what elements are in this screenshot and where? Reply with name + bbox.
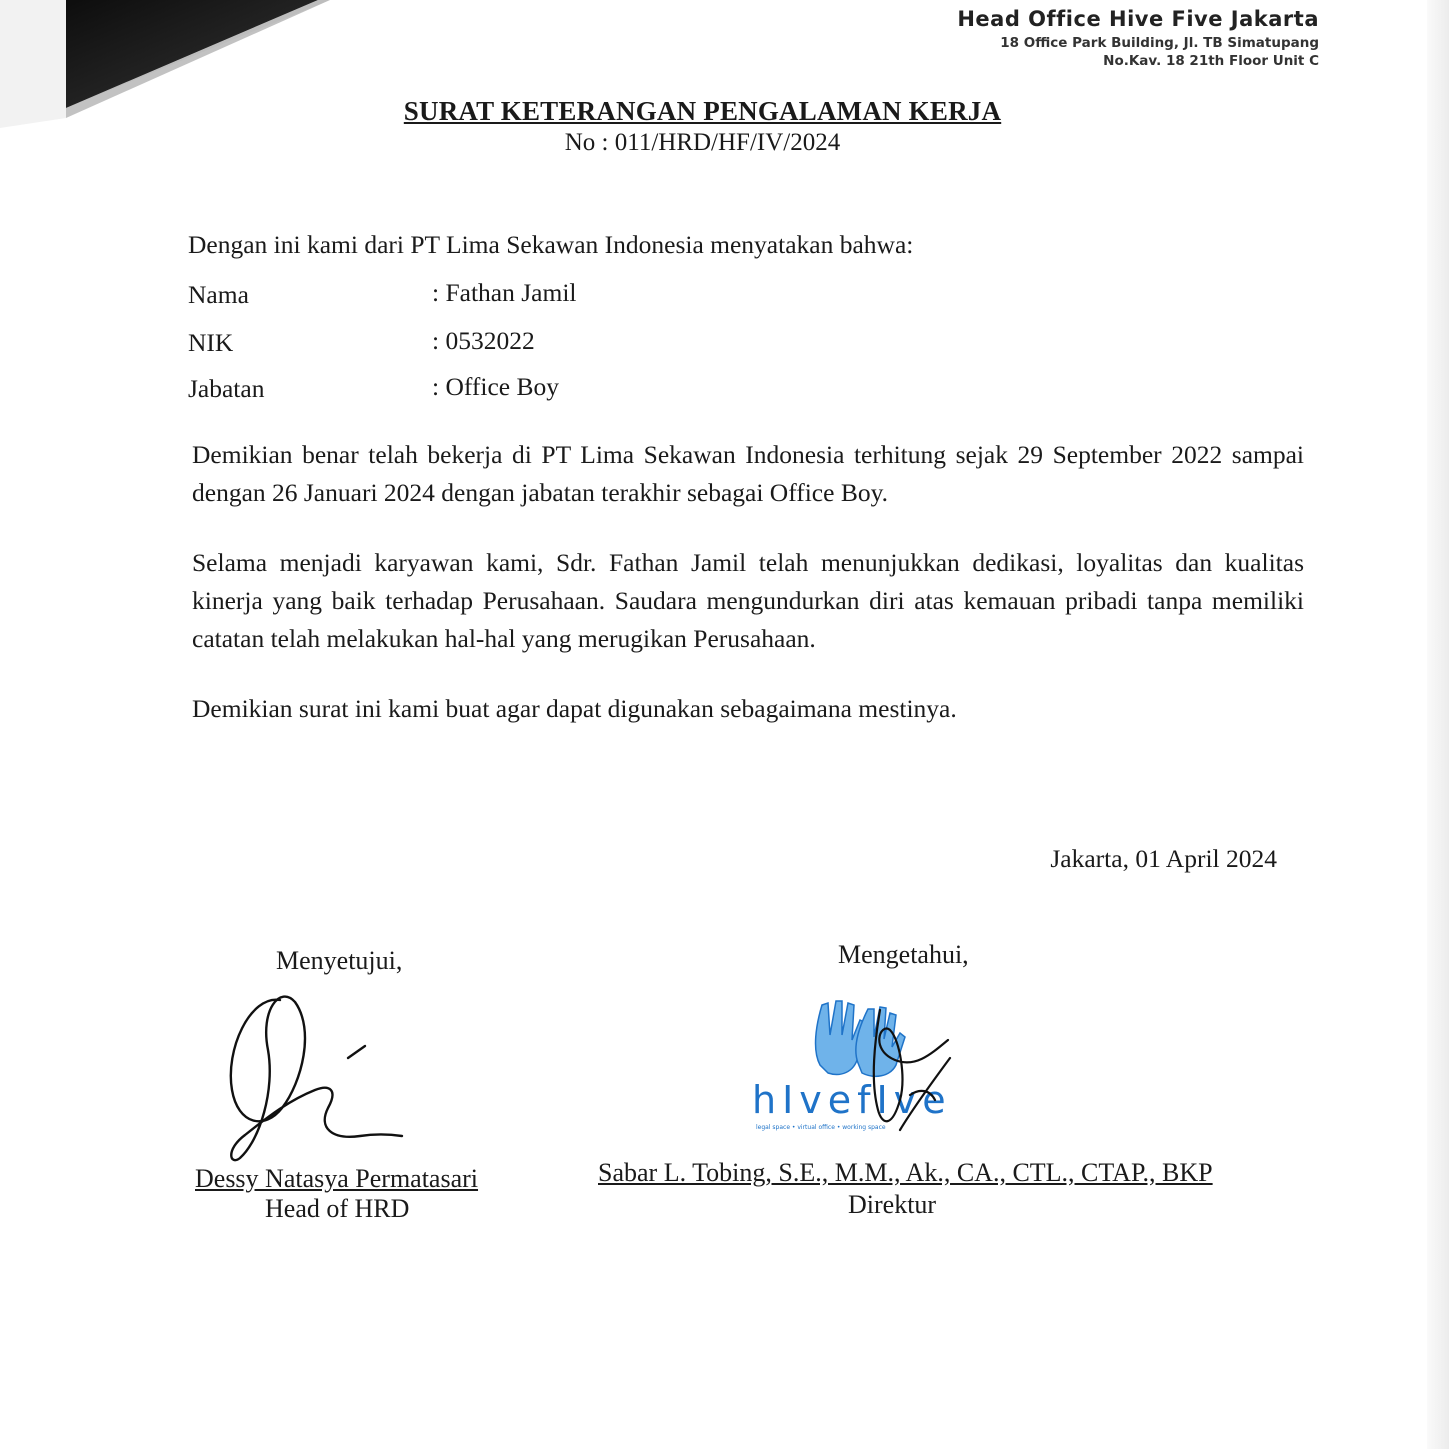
field-label-nik: NIK [188,328,234,357]
field-label-jabatan: Jabatan [188,374,265,403]
closing-paragraph: Demikian surat ini kami buat agar dapat digunakan sebagaimana mestinya. [192,694,957,723]
hrd-handwritten-signature [220,990,420,1170]
document-heading [0,96,1449,157]
stamp-tagline: legal space • virtual office • working space [756,1124,886,1131]
employment-period-paragraph: Demikian benar telah bekerja di PT Lima Sekawan Indonesia terhitung sejak 29 September 2022 sampai dengan 26 Januari 2024 dengan jabatan terakhir sebagai Office Boy. [192,440,1304,507]
letterhead [957,4,1319,70]
place-date: Jakarta, 01 April 2024 [1050,844,1277,873]
right-signer-role: Direktur [848,1190,937,1219]
document-title: SURAT KETERANGAN PENGALAMAN KERJA [403,96,1002,126]
intro-statement: Dengan ini kami dari PT Lima Sekawan Indonesia menyatakan bahwa: [188,230,914,259]
left-sign-heading: Menyetujui, [276,946,403,975]
director-handwritten-signature [840,1000,970,1140]
field-value-jabatan: : Office Boy [432,372,560,401]
field-label-nama: Nama [188,280,249,309]
left-signer-name: Dessy Natasya Permatasari [195,1164,479,1193]
performance-paragraph: Selama menjadi karyawan kami, Sdr. Fathan Jamil telah menunjukkan dedikasi, loyalitas dan kualitas kinerja yang baik terhadap Perusahaan. Saudara mengundurkan diri atas kemauan pribadi tanpa memiliki catatan telah melakukan hal-hal yang merugikan Perusahaan. [192,548,1304,653]
left-signer-role: Head of HRD [265,1194,410,1223]
stamp-logo-text: hIvefIve [752,1078,952,1122]
right-sign-heading: Mengetahui, [838,940,969,969]
page-edge-shadow [1427,0,1449,1449]
office-title: Head Office Hive Five Jakarta [957,7,1319,31]
address-line-1: 18 Office Park Building, Jl. TB Simatupang [1000,35,1319,51]
document-number: No : 011/HRD/HF/IV/2024 [564,129,841,156]
field-value-nama: : Fathan Jamil [432,278,577,307]
field-value-nik: : 0532022 [432,326,535,355]
address-line-2: No.Kav. 18 21th Floor Unit C [1103,53,1319,69]
right-signer-name: Sabar L. Tobing, S.E., M.M., Ak., CA., CTL., CTAP., BKP [598,1158,1213,1187]
